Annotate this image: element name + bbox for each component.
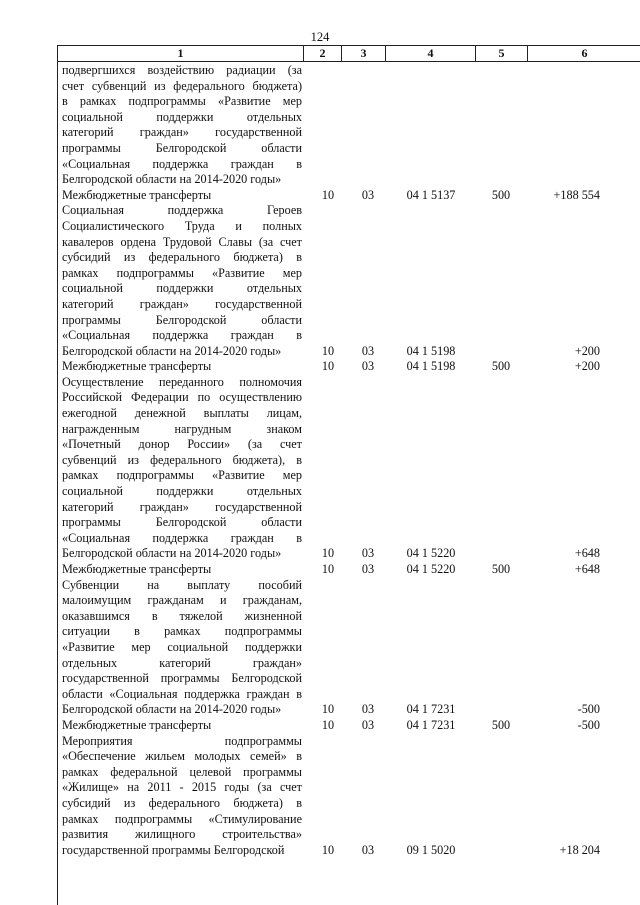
expense-type-code: 500	[491, 562, 511, 576]
row-description-line: категорий граждан» государственной	[62, 296, 302, 311]
expense-type-code: 500	[491, 717, 511, 732]
table-row	[0, 562, 640, 578]
row-description-line: «Жилище» на 2011 - 2015 годы (за счет	[62, 780, 302, 795]
table-row	[0, 359, 640, 375]
section-code: 10	[321, 562, 335, 576]
expense-type-code	[478, 702, 524, 718]
subsection-code: 03	[361, 562, 375, 576]
row-description-line: Межбюджетные трансферты	[62, 562, 212, 576]
amount-change: +18 204	[559, 842, 600, 857]
target-article-code: 04 1 7231	[406, 717, 456, 732]
header-col-3: 3	[342, 46, 386, 61]
section-code: 10	[321, 702, 335, 717]
row-description-line: «Социальная поддержка граждан в	[62, 530, 302, 545]
amount-change: +648	[574, 546, 600, 561]
row-description-line: Мероприятия подпрограммы	[62, 733, 302, 748]
section-code: 10	[321, 343, 335, 358]
amount-change	[530, 172, 600, 188]
amount-change: -500	[577, 717, 600, 732]
table-row	[0, 63, 640, 188]
table-header	[57, 45, 640, 62]
expense-type-code: 500	[491, 187, 511, 202]
row-description-line: развития жилищного строительства»	[62, 827, 302, 842]
row-description-line: Осуществление переданного полномочия	[62, 374, 302, 389]
subsection-code	[352, 172, 384, 188]
row-description-line: подвергшихся воздействию радиации (за	[62, 63, 302, 77]
row-description-line: Российской Федерации по осуществлению	[62, 390, 302, 405]
row-description-line: программы Белгородской области	[62, 140, 302, 155]
row-description-line: программы Белгородской области	[62, 515, 302, 530]
row-description-line: отдельных категорий граждан»	[62, 655, 302, 670]
expense-type-code	[478, 172, 524, 188]
row-description-line: Белгородской области на 2014-2020 годы»	[62, 172, 282, 187]
row-description-line: программы Белгородской области	[62, 312, 302, 327]
row-description-line: рамках подпрограммы «Развитие мер	[62, 468, 302, 483]
target-article-code: 04 1 7231	[406, 702, 456, 717]
row-description-line: кавалеров ордена Трудовой Славы (за счет	[62, 234, 302, 249]
page-number: 124	[310, 30, 330, 44]
row-description-line: Белгородской области на 2014-2020 годы»	[62, 546, 282, 561]
row-description-line: Межбюджетные трансферты	[62, 187, 212, 202]
expense-type-code: 500	[491, 359, 511, 374]
row-description-line: категорий граждан» государственной	[62, 125, 302, 140]
table-body	[0, 63, 640, 858]
table-row	[0, 578, 640, 718]
row-description-line: категорий граждан» государственной	[62, 499, 302, 514]
row-description-line: государственной программы Белгородской	[62, 842, 285, 857]
section-code: 10	[321, 842, 335, 857]
row-description-line: «Обеспечение жильем молодых семей» в	[62, 749, 302, 764]
header-col-5: 5	[476, 46, 528, 61]
row-description-line: малоимущим гражданам и гражданам,	[62, 593, 302, 608]
target-article-code: 04 1 5220	[406, 562, 456, 576]
row-description-line: счет субвенций из федерального бюджета)	[62, 78, 302, 93]
header-col-2: 2	[304, 46, 342, 61]
row-description-line: социальной поддержки отдельных	[62, 109, 302, 124]
row-description-line: Социалистического Труда и полных	[62, 218, 302, 233]
row-description-line: Белгородской области на 2014-2020 годы»	[62, 343, 282, 358]
row-description-line: Белгородской области на 2014-2020 годы»	[62, 702, 282, 717]
target-article-code: 04 1 5220	[406, 546, 456, 561]
expense-type-code	[478, 546, 524, 562]
row-description-line: Межбюджетные трансферты	[62, 359, 212, 374]
amount-change: +188 554	[553, 187, 600, 202]
row-description-line: субсидий из федерального бюджета) в	[62, 795, 302, 810]
table-row	[0, 203, 640, 359]
target-article-code: 04 1 5137	[406, 187, 456, 202]
amount-change: +648	[574, 562, 600, 576]
target-article-code: 09 1 5020	[406, 842, 456, 857]
row-description-line: области «Социальная поддержка граждан в	[62, 686, 302, 701]
row-description-line: награжденным нагрудным знаком	[62, 421, 302, 436]
subsection-code: 03	[361, 717, 375, 732]
row-description-line: социальной поддержки отдельных	[62, 281, 302, 296]
row-description-line: Субвенции на выплату пособий	[62, 577, 302, 592]
amount-change: +200	[574, 343, 600, 358]
subsection-code: 03	[361, 359, 375, 374]
section-code: 10	[321, 717, 335, 732]
expense-type-code	[478, 843, 524, 859]
row-description-line: «Развитие мер социальной поддержки	[62, 639, 302, 654]
row-description-line: Межбюджетные трансферты	[62, 717, 212, 732]
section-code: 10	[321, 187, 335, 202]
row-description-line: рамках подпрограммы «Стимулирование	[62, 811, 302, 826]
header-col-1: 1	[58, 46, 304, 61]
section-code: 10	[321, 546, 335, 561]
row-description-line: рамках федеральной целевой программы	[62, 764, 302, 779]
row-description-line: государственной программы Белгородской	[62, 671, 302, 686]
target-article-code	[392, 172, 470, 188]
row-description-line: «Социальная поддержка граждан в	[62, 156, 302, 171]
subsection-code: 03	[361, 702, 375, 717]
table-row	[0, 718, 640, 734]
amount-change: -500	[577, 702, 600, 717]
header-col-6: 6	[581, 46, 588, 60]
row-description-line: социальной поддержки отдельных	[62, 484, 302, 499]
section-code: 10	[321, 359, 335, 374]
table-row	[0, 188, 640, 204]
row-description-line: Социальная поддержка Героев	[62, 203, 302, 218]
amount-change: +200	[574, 359, 600, 374]
subsection-code: 03	[361, 343, 375, 358]
row-description-line: ситуации в рамках подпрограммы	[62, 624, 302, 639]
row-description-line: субсидий из федерального бюджета) в	[62, 250, 302, 265]
row-description-line: в рамках подпрограммы «Развитие мер	[62, 94, 302, 109]
table-row	[0, 734, 640, 859]
row-description-line: ежегодной денежной выплаты лицам,	[62, 406, 302, 421]
row-description-line: рамках подпрограммы «Развитие мер	[62, 265, 302, 280]
row-description-line: «Социальная поддержка граждан в	[62, 328, 302, 343]
row-description-line: оказавшимся в тяжелой жизненной	[62, 608, 302, 623]
row-description-line: «Почетный донор России» (за счет	[62, 437, 302, 452]
target-article-code: 04 1 5198	[406, 343, 456, 358]
table-row	[0, 375, 640, 562]
subsection-code: 03	[361, 842, 375, 857]
header-col-4: 4	[386, 46, 476, 61]
subsection-code: 03	[361, 187, 375, 202]
expense-type-code	[478, 344, 524, 360]
section-code	[313, 172, 343, 188]
target-article-code: 04 1 5198	[406, 359, 456, 374]
row-description-line: субвенций из федерального бюджета), в	[62, 452, 302, 467]
subsection-code: 03	[361, 546, 375, 561]
